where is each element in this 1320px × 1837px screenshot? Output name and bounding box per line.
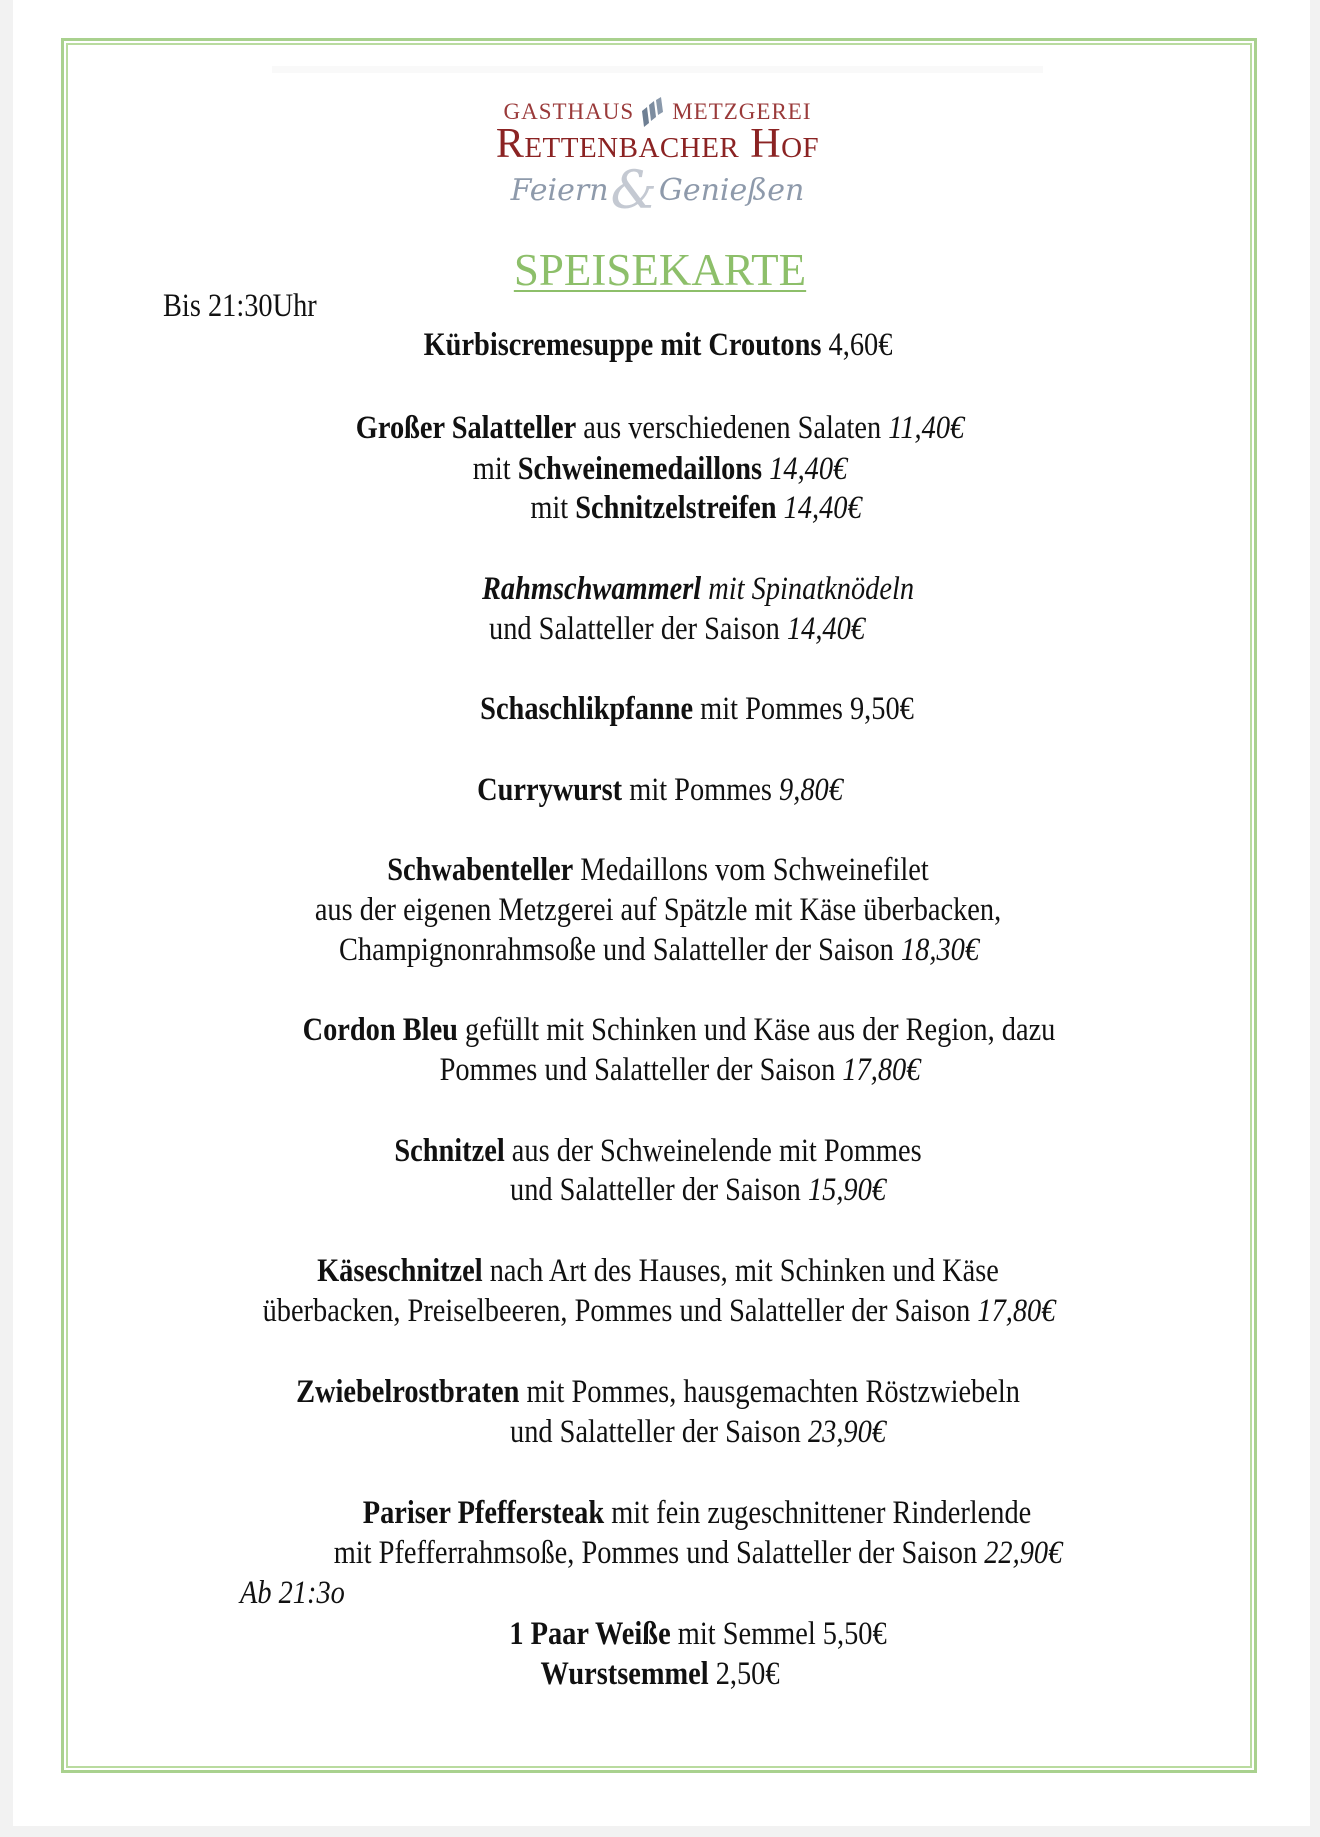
dish-name: Cordon Bleu	[302, 1012, 458, 1048]
menu-line-text	[509, 1618, 886, 1651]
dish-name: Schweinemedaillons	[517, 451, 763, 487]
dish-description: aus der eigenen Metzgerei auf Spätzle mit Käse überbacken,	[314, 892, 1002, 928]
price-text: 11,40€	[888, 410, 965, 446]
logo-metzgerei: METZGEREI	[672, 99, 812, 124]
dish-description: und Salatteller der Saison	[489, 611, 787, 647]
dish-name: Rahmschwammerl	[481, 571, 702, 607]
menu-line-text	[482, 573, 914, 606]
price-text: 9,80€	[779, 772, 843, 808]
menu-line-text	[317, 1255, 999, 1288]
menu-line-text	[440, 1054, 921, 1087]
price-text: 17,80€	[977, 1293, 1056, 1329]
price-text: 15,90€	[807, 1172, 886, 1208]
menu-line-text	[540, 1658, 779, 1691]
dish-name: Pariser Pfeffersteak	[362, 1495, 605, 1531]
dish-name: Zwiebelrostbraten	[296, 1374, 520, 1410]
dish-name: Currywurst	[477, 772, 623, 808]
menu-line-text	[339, 934, 979, 967]
slogan-ampersand: &	[610, 161, 657, 221]
slogan-feiern: Feiern	[510, 173, 609, 208]
menu-line-text	[489, 613, 865, 646]
dish-description: überbacken, Preiselbeeren, Pommes und Salatteller der Saison	[262, 1293, 978, 1329]
dish-description: mit fein zugeschnittener Rinderlende	[604, 1495, 1032, 1531]
menu-line-text	[296, 1376, 1020, 1409]
menu-line-text	[477, 774, 843, 807]
price-text: 14,40€	[762, 451, 848, 487]
menu-line-text	[510, 1416, 886, 1449]
dish-name: Wurstsemmel	[540, 1656, 709, 1692]
logo	[272, 66, 1043, 236]
note-text: Ab 21:3o	[240, 1575, 345, 1611]
dish-description: aus verschiedenen Salaten	[576, 410, 889, 446]
dish-description: nach Art des Hauses, mit Schinken und Käse	[482, 1253, 999, 1289]
price-text: 23,90€	[807, 1414, 886, 1450]
menu-line-text	[334, 1537, 1063, 1570]
menu-line-text	[387, 854, 929, 887]
dish-name: Schnitzel	[394, 1133, 505, 1169]
dish-name: 1 Paar Weiße	[509, 1616, 671, 1652]
dish-description: und Salatteller der Saison	[510, 1172, 808, 1208]
dish-description: mit Pfefferrahmsoße, Pommes und Salatteller der Saison	[333, 1535, 985, 1571]
dish-description: Pommes und Salatteller der Saison	[439, 1052, 843, 1088]
dish-name: Käseschnitzel	[317, 1253, 483, 1289]
dish-name: Großer Salatteller	[355, 410, 577, 446]
price-text: mit Semmel 5,50€	[670, 1616, 887, 1652]
dish-description: und Salatteller der Saison	[510, 1414, 808, 1450]
price-text: 14,40€	[786, 611, 865, 647]
menu-line-text	[480, 693, 914, 726]
dish-name: Schaschlikpfanne	[480, 691, 694, 727]
menu-line-text	[424, 329, 893, 362]
dish-description: Medaillons vom Schweinefilet	[573, 852, 929, 888]
menu-line-text	[473, 453, 848, 486]
price-text: 14,40€	[776, 490, 862, 526]
dish-description: aus der Schweinelende mit Pommes	[504, 1133, 922, 1169]
logo-name: Rettenbacher Hof	[495, 121, 820, 167]
logo-gasthaus: GASTHAUS	[503, 99, 635, 124]
menu-line-text	[530, 492, 861, 525]
menu-line-text	[263, 1295, 1056, 1328]
dish-name: Kürbiscremesuppe mit Croutons	[423, 327, 822, 363]
note-text: Bis 21:30Uhr	[163, 288, 317, 324]
dish-description: Champignonrahmsoße und Salatteller der Saison	[338, 932, 901, 968]
price-text: 4,60€	[821, 327, 893, 363]
logo-band	[272, 66, 1043, 73]
price-text: 17,80€	[842, 1052, 921, 1088]
price-text: 2,50€	[708, 1656, 780, 1692]
dish-description: mit Spinatknödeln	[701, 571, 915, 607]
price-text: 18,30€	[900, 932, 980, 968]
slogan-geniessen: Genießen	[658, 173, 805, 208]
menu-line-text	[315, 894, 1001, 927]
dish-name: Schwabenteller	[387, 852, 574, 888]
dish-description: mit	[530, 490, 576, 526]
menu-line-text	[394, 1135, 921, 1168]
dish-description: mit	[472, 451, 518, 487]
dish-description: gefüllt mit Schinken und Käse aus der Region, dazu	[457, 1012, 1056, 1048]
menu-line-text	[510, 1174, 886, 1207]
menu-line-text	[363, 1497, 1032, 1530]
menu-line-text	[356, 412, 964, 445]
logo-slogan	[272, 161, 1043, 221]
dish-description: mit Pommes, hausgemachten Röstzwiebeln	[519, 1374, 1020, 1410]
price-text: mit Pommes 9,50€	[693, 691, 914, 727]
dish-name: Schnitzelstreifen	[575, 490, 777, 526]
price-text: 22,90€	[984, 1535, 1063, 1571]
menu-line-text	[303, 1014, 1056, 1047]
page-title: SPEISEKARTE	[513, 245, 807, 295]
dish-description: mit Pommes	[622, 772, 780, 808]
